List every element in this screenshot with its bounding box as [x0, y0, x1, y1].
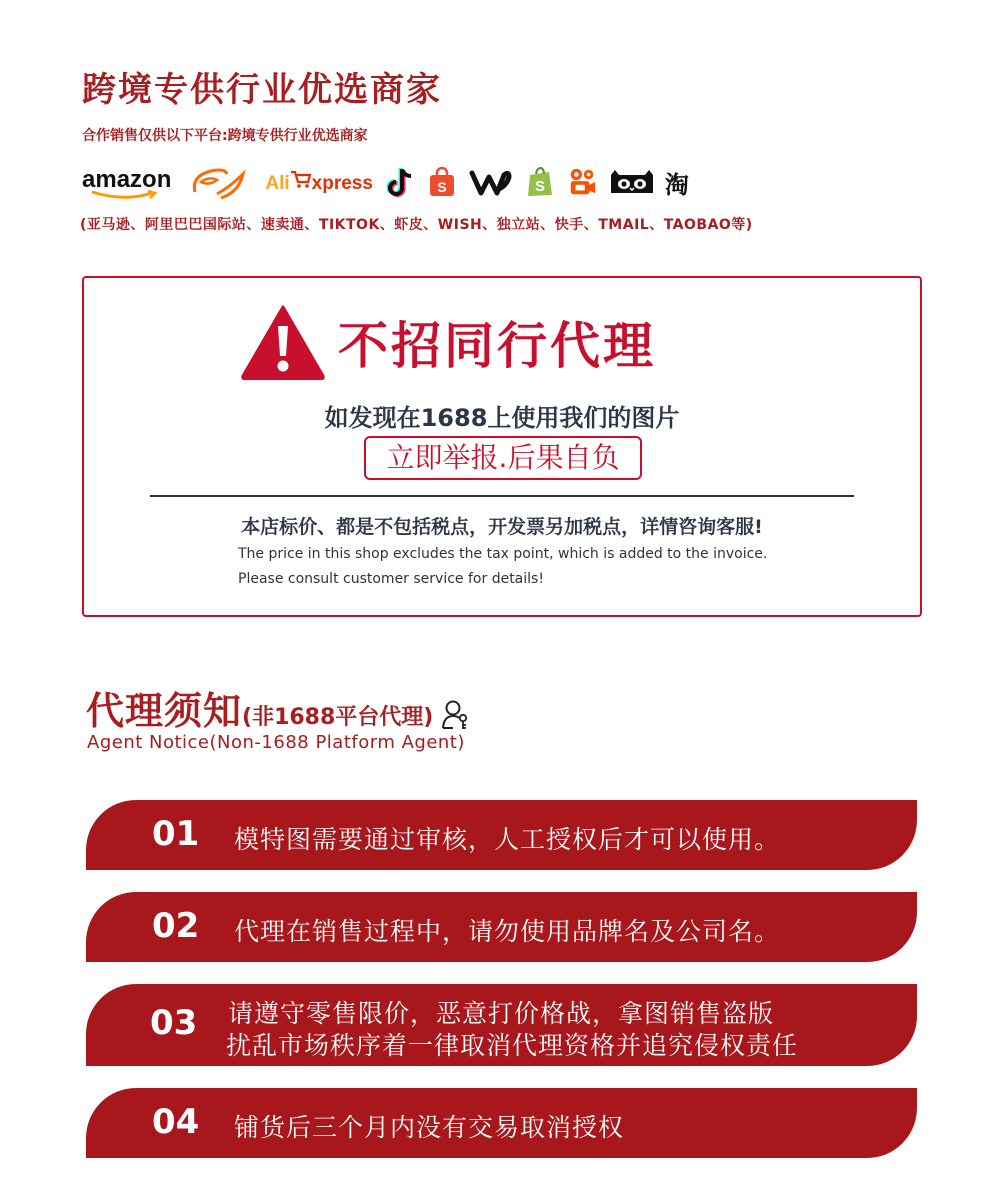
rule-item — [86, 800, 917, 870]
rule-number: 04 — [152, 1102, 200, 1142]
tiktok-icon — [385, 166, 415, 198]
warning-row — [240, 304, 656, 380]
tax-notice-cn: 本店标价、都是不包括税点，开发票另加税点，详情咨询客服! — [241, 516, 763, 538]
shopify-logo — [525, 167, 555, 197]
report-line: 如发现在1688上使用我们的图片 — [324, 404, 680, 432]
wish-icon — [469, 167, 513, 197]
agent-notice-header — [86, 680, 471, 735]
amazon-logo — [82, 166, 171, 198]
rule-number: 01 — [152, 814, 200, 854]
rule-item — [86, 1088, 917, 1158]
tax-notice-en-line-2: Please consult customer service for details! — [238, 571, 544, 587]
rule-text: 代理在销售过程中，请勿使用品牌名及公司名。 — [234, 917, 781, 946]
taobao-logo-text: 淘 — [664, 170, 689, 199]
partners-line: 合作销售仅供以下平台:跨境专供行业优选商家 — [82, 128, 368, 144]
user-key-icon — [441, 699, 471, 731]
warning-triangle-icon — [240, 304, 326, 380]
aliexpress-logo — [265, 169, 373, 195]
divider — [150, 495, 854, 497]
platforms-list: (亚马逊、阿里巴巴国际站、速卖通、TIKTOK、虾皮、WISH、独立站、快手、TMAIL、TAOBAO等) — [80, 217, 753, 233]
svg-text:S: S — [534, 178, 545, 195]
rule-text: 模特图需要通过审核，人工授权后才可以使用。 — [234, 825, 781, 854]
rule-text-line-2: 扰乱市场秩序着一律取消代理资格并追究侵权责任 — [226, 1031, 799, 1060]
agent-notice-title: 代理须知 — [86, 689, 243, 733]
page-heading: 跨境专供行业优选商家 — [82, 70, 442, 110]
rule-number: 02 — [152, 906, 200, 946]
no-peer-agent-title: 不招同行代理 — [338, 317, 656, 375]
rule-text: 铺货后三个月内没有交易取消授权 — [234, 1113, 625, 1142]
report-warning-box: 立即举报.后果自负 — [364, 436, 642, 480]
amazon-smile-icon — [90, 190, 160, 200]
wish-logo — [469, 167, 513, 197]
kuaishou-logo — [567, 167, 597, 197]
kuaishou-icon — [567, 166, 597, 198]
agent-notice-subtitle: (非1688平台代理) — [242, 705, 434, 730]
agent-notice-title-en: Agent Notice(Non-1688 Platform Agent) — [87, 732, 465, 753]
tiktok-logo — [385, 167, 415, 197]
rule-text: 请遵守零售限价，恶意打价格战，拿图销售盗版 — [228, 999, 775, 1028]
tax-notice-en-line-1: The price in this shop excludes the tax point, which is added to the invoice. — [238, 546, 768, 562]
cart-icon — [290, 169, 312, 189]
aliexpress-ali-text: Ali — [265, 173, 290, 194]
taobao-logo — [665, 165, 689, 200]
tmall-cat-icon — [609, 169, 655, 195]
notice-box — [82, 276, 922, 617]
tmall-logo — [609, 167, 655, 197]
alibaba-logo — [187, 162, 247, 202]
platform-logos — [82, 160, 722, 204]
rule-item — [86, 984, 917, 1066]
shopee-logo — [427, 167, 457, 197]
rule-number: 03 — [150, 1003, 198, 1043]
shopify-bag-icon — [525, 166, 555, 198]
rule-item — [86, 892, 917, 962]
svg-text:S: S — [437, 179, 447, 195]
amazon-logo-text: amazon — [82, 166, 172, 193]
shopee-bag-icon — [427, 166, 457, 198]
aliexpress-xpress-text: xpress — [311, 173, 373, 194]
